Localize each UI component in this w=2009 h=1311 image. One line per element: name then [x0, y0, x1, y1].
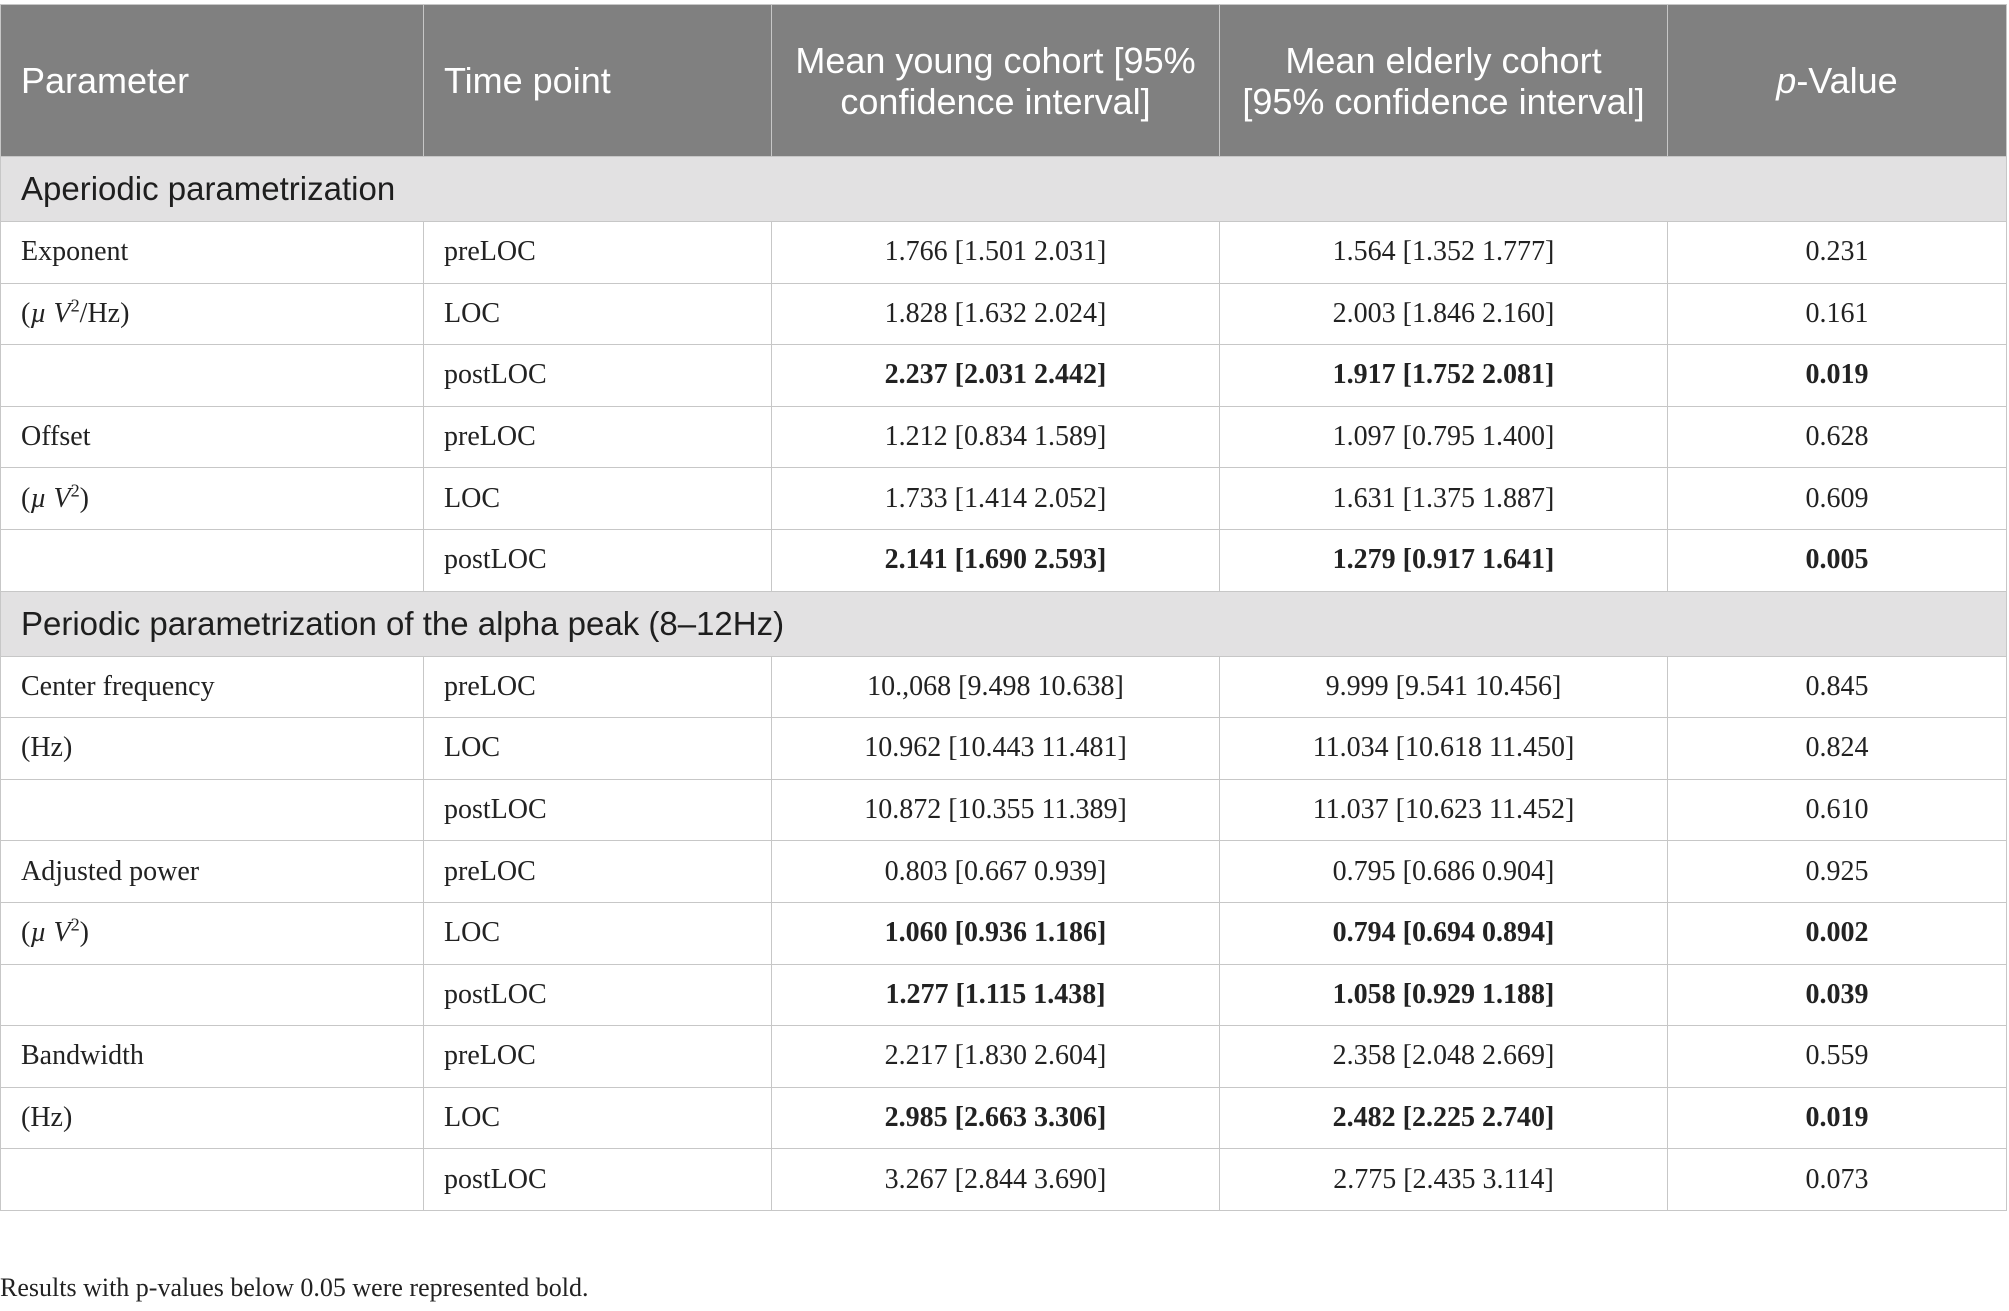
- cell-parameter: Center frequency: [1, 656, 424, 718]
- table-body: [1, 157, 2007, 1211]
- cell-mean-young: 10.872 [10.355 11.389]: [772, 779, 1220, 841]
- cell-mean-young: 2.237 [2.031 2.442]: [772, 345, 1220, 407]
- table-row: [1, 902, 2007, 964]
- section-title: Aperiodic parametrization: [1, 157, 2007, 222]
- table-row: [1, 718, 2007, 780]
- section-row: [1, 157, 2007, 222]
- cell-mean-young: 1.212 [0.834 1.589]: [772, 406, 1220, 468]
- cell-p-value: 0.609: [1668, 468, 2007, 530]
- cell-mean-young: 3.267 [2.844 3.690]: [772, 1149, 1220, 1211]
- cell-mean-young: 1.733 [1.414 2.052]: [772, 468, 1220, 530]
- results-table: [0, 4, 2007, 1211]
- cell-mean-young: 1.060 [0.936 1.186]: [772, 902, 1220, 964]
- cell-time-point: postLOC: [424, 529, 772, 591]
- cell-p-value: 0.845: [1668, 656, 2007, 718]
- cell-parameter: [1, 964, 424, 1026]
- cell-mean-elderly: 1.917 [1.752 2.081]: [1220, 345, 1668, 407]
- cell-mean-young: 10.,068 [9.498 10.638]: [772, 656, 1220, 718]
- table-row: [1, 964, 2007, 1026]
- cell-parameter: (Hz): [1, 718, 424, 780]
- table-row: [1, 1149, 2007, 1211]
- table-row: [1, 779, 2007, 841]
- cell-p-value: 0.610: [1668, 779, 2007, 841]
- cell-mean-elderly: 0.795 [0.686 0.904]: [1220, 841, 1668, 903]
- cell-time-point: postLOC: [424, 345, 772, 407]
- cell-mean-young: 1.828 [1.632 2.024]: [772, 283, 1220, 345]
- table-row: [1, 468, 2007, 530]
- cell-p-value: 0.019: [1668, 1087, 2007, 1149]
- cell-parameter: [1, 345, 424, 407]
- cell-mean-elderly: 9.999 [9.541 10.456]: [1220, 656, 1668, 718]
- cell-p-value: 0.073: [1668, 1149, 2007, 1211]
- table-row: [1, 529, 2007, 591]
- cell-parameter: (µ $V^2$): [1, 902, 424, 964]
- cell-time-point: preLOC: [424, 841, 772, 903]
- header-mean-young: Mean young cohort [95% confidence interval]: [772, 5, 1220, 157]
- cell-mean-elderly: 1.631 [1.375 1.887]: [1220, 468, 1668, 530]
- cell-p-value: 0.925: [1668, 841, 2007, 903]
- header-parameter: Parameter: [1, 5, 424, 157]
- cell-mean-elderly: 2.775 [2.435 3.114]: [1220, 1149, 1668, 1211]
- cell-mean-elderly: 2.482 [2.225 2.740]: [1220, 1087, 1668, 1149]
- cell-parameter: [1, 779, 424, 841]
- cell-p-value: 0.019: [1668, 345, 2007, 407]
- document: [0, 4, 2006, 1211]
- cell-parameter: (µ $V^2$): [1, 468, 424, 530]
- cell-time-point: postLOC: [424, 1149, 772, 1211]
- cell-time-point: LOC: [424, 1087, 772, 1149]
- cell-time-point: preLOC: [424, 222, 772, 284]
- cell-mean-young: 1.277 [1.115 1.438]: [772, 964, 1220, 1026]
- cell-mean-elderly: 1.564 [1.352 1.777]: [1220, 222, 1668, 284]
- section-row: [1, 591, 2007, 656]
- cell-mean-elderly: 11.037 [10.623 11.452]: [1220, 779, 1668, 841]
- cell-p-value: 0.559: [1668, 1026, 2007, 1088]
- cell-mean-young: 2.141 [1.690 2.593]: [772, 529, 1220, 591]
- table-row: [1, 1087, 2007, 1149]
- header-p-value: p-Value: [1668, 5, 2007, 157]
- cell-mean-young: 10.962 [10.443 11.481]: [772, 718, 1220, 780]
- table-row: [1, 656, 2007, 718]
- table-row: [1, 1026, 2007, 1088]
- cell-parameter: [1, 529, 424, 591]
- table-row: [1, 406, 2007, 468]
- cell-p-value: 0.002: [1668, 902, 2007, 964]
- cell-p-value: 0.231: [1668, 222, 2007, 284]
- cell-mean-young: 2.217 [1.830 2.604]: [772, 1026, 1220, 1088]
- cell-parameter: (Hz): [1, 1087, 424, 1149]
- cell-time-point: LOC: [424, 283, 772, 345]
- cell-time-point: postLOC: [424, 964, 772, 1026]
- header-row: [1, 5, 2007, 157]
- table-row: [1, 345, 2007, 407]
- header-time-point: Time point: [424, 5, 772, 157]
- table-row: [1, 222, 2007, 284]
- cell-mean-young: 1.766 [1.501 2.031]: [772, 222, 1220, 284]
- cell-p-value: 0.824: [1668, 718, 2007, 780]
- cell-mean-elderly: 1.279 [0.917 1.641]: [1220, 529, 1668, 591]
- cell-parameter: Adjusted power: [1, 841, 424, 903]
- cell-mean-young: 0.803 [0.667 0.939]: [772, 841, 1220, 903]
- cell-p-value: 0.628: [1668, 406, 2007, 468]
- table-row: [1, 283, 2007, 345]
- cell-time-point: LOC: [424, 468, 772, 530]
- cell-time-point: LOC: [424, 902, 772, 964]
- cell-parameter: Offset: [1, 406, 424, 468]
- cell-mean-elderly: 2.358 [2.048 2.669]: [1220, 1026, 1668, 1088]
- cell-parameter: Bandwidth: [1, 1026, 424, 1088]
- cell-mean-elderly: 11.034 [10.618 11.450]: [1220, 718, 1668, 780]
- cell-time-point: postLOC: [424, 779, 772, 841]
- cell-p-value: 0.161: [1668, 283, 2007, 345]
- cell-mean-elderly: 1.097 [0.795 1.400]: [1220, 406, 1668, 468]
- footnote: Results with p-values below 0.05 were represented bold.: [0, 1273, 589, 1302]
- cell-time-point: preLOC: [424, 656, 772, 718]
- cell-mean-elderly: 0.794 [0.694 0.894]: [1220, 902, 1668, 964]
- cell-time-point: preLOC: [424, 406, 772, 468]
- cell-parameter: [1, 1149, 424, 1211]
- cell-time-point: LOC: [424, 718, 772, 780]
- cell-p-value: 0.005: [1668, 529, 2007, 591]
- cell-time-point: preLOC: [424, 1026, 772, 1088]
- cell-mean-elderly: 1.058 [0.929 1.188]: [1220, 964, 1668, 1026]
- cell-p-value: 0.039: [1668, 964, 2007, 1026]
- header-mean-elderly: Mean elderly cohort [95% confidence interval]: [1220, 5, 1668, 157]
- table-row: [1, 841, 2007, 903]
- cell-parameter: (µ $V^2/Hz$): [1, 283, 424, 345]
- cell-parameter: Exponent: [1, 222, 424, 284]
- cell-mean-young: 2.985 [2.663 3.306]: [772, 1087, 1220, 1149]
- section-title: Periodic parametrization of the alpha peak (8–12Hz): [1, 591, 2007, 656]
- cell-mean-elderly: 2.003 [1.846 2.160]: [1220, 283, 1668, 345]
